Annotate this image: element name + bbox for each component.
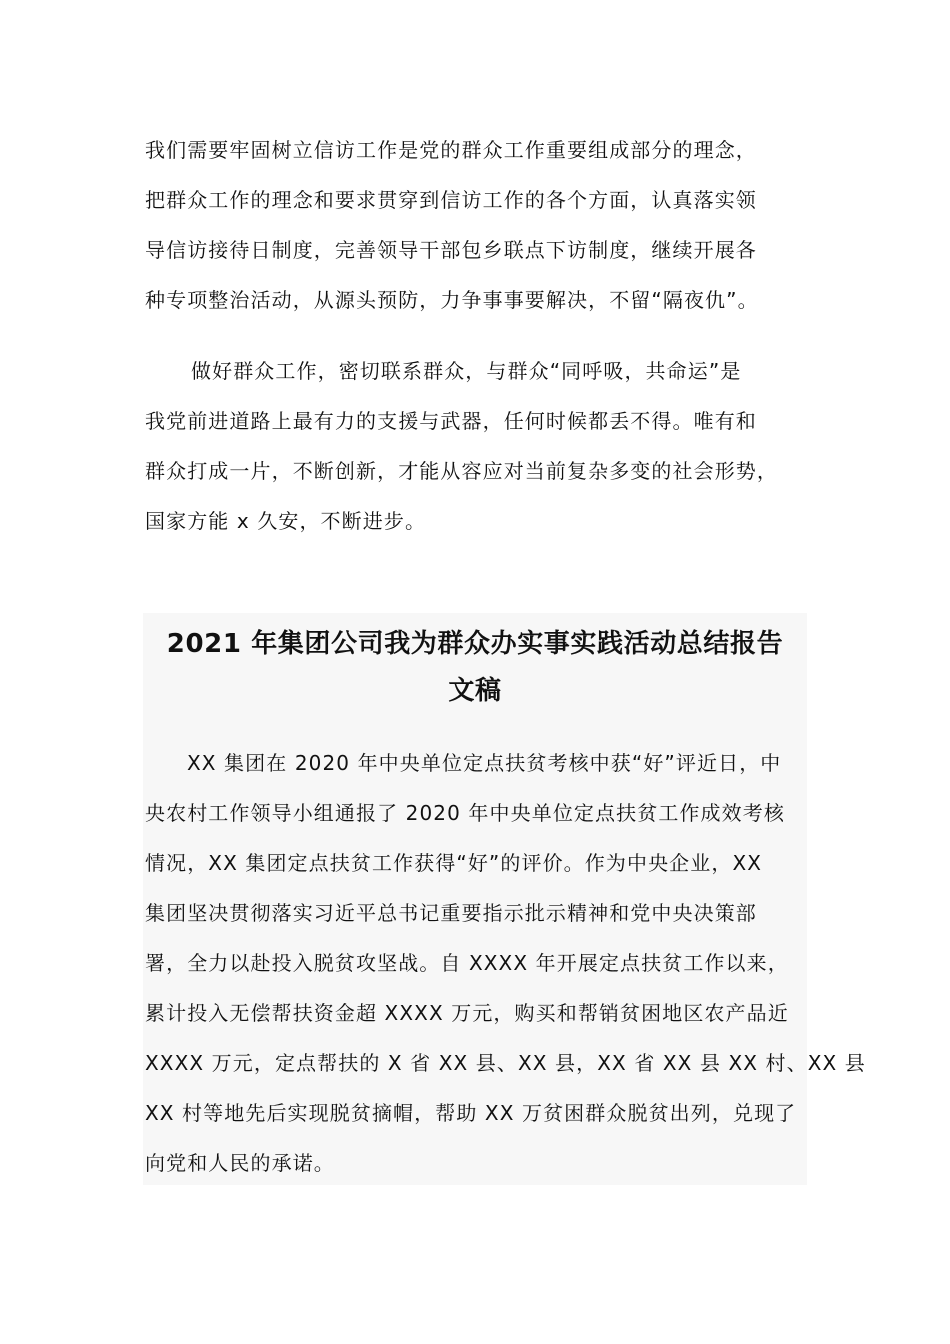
article-line: 集团坚决贯彻落实习近平总书记重要指示批示精神和党中央决策部 <box>145 901 757 925</box>
article-line: 累计投入无偿帮扶资金超 XXXX 万元，购买和帮销贫困地区农产品近 <box>145 1001 789 1025</box>
paragraph-line: 做好群众工作，密切联系群众，与群众“同呼吸，共命运”是 <box>191 359 742 383</box>
article-title-line: 2021 年集团公司我为群众办实事实践活动总结报告 <box>166 629 784 659</box>
paragraph-line: 导信访接待日制度，完善领导干部包乡联点下访制度，继续开展各 <box>145 238 757 262</box>
paragraph-line: 我党前进道路上最有力的支援与武器，任何时候都丢不得。唯有和 <box>145 409 757 433</box>
paragraph-line: 我们需要牢固树立信访工作是党的群众工作重要组成部分的理念， <box>145 138 757 162</box>
article-line: XX 集团在 2020 年中央单位定点扶贫考核中获“好”评近日，中 <box>187 751 782 775</box>
article-line: 向党和人民的承诺。 <box>145 1151 335 1175</box>
article-line: XX 村等地先后实现脱贫摘帽，帮助 XX 万贫困群众脱贫出列，兑现了 <box>145 1101 797 1125</box>
article-line: 央农村工作领导小组通报了 2020 年中央单位定点扶贫工作成效考核 <box>145 801 785 825</box>
paragraph-line: 国家方能 x 久安，不断进步。 <box>145 509 427 533</box>
article-title-line: 文稿 <box>448 676 502 706</box>
paragraph-line: 把群众工作的理念和要求贯穿到信访工作的各个方面，认真落实领 <box>145 188 757 212</box>
article-line: 署，全力以赴投入脱贫攻坚战。自 XXXX 年开展定点扶贫工作以来， <box>145 951 789 975</box>
paragraph-line: 群众打成一片，不断创新，才能从容应对当前复杂多变的社会形势， <box>145 459 778 483</box>
article-line: 情况，XX 集团定点扶贫工作获得“好”的评价。作为中央企业，XX <box>145 851 763 875</box>
article-line: XXXX 万元，定点帮扶的 X 省 XX 县、XX 县，XX 省 XX 县 XX 村、XX 县 <box>145 1051 866 1075</box>
paragraph-line: 种专项整治活动，从源头预防，力争事事要解决，不留“隔夜仇”。 <box>145 288 759 312</box>
